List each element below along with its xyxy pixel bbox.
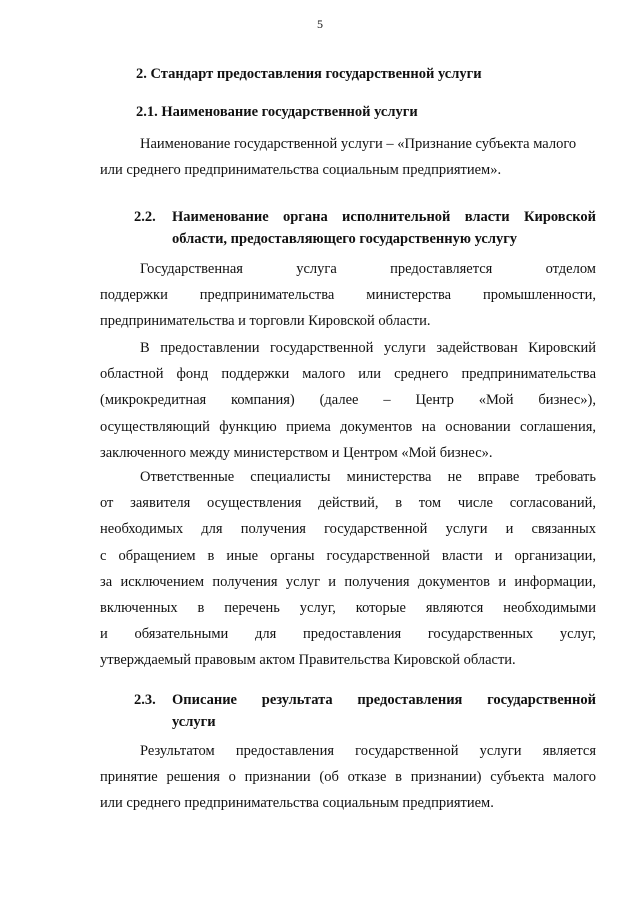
heading-line: Описание результата предоставления государственной bbox=[172, 692, 596, 708]
text-line: осуществляющий функцию приема документов на основании соглашения, bbox=[100, 418, 596, 435]
paragraph-2-3-1 bbox=[100, 738, 596, 817]
text-line: предпринимательства и торговли Кировской области. bbox=[100, 313, 431, 330]
heading-number: 2.2. bbox=[134, 209, 156, 225]
paragraph-2-2-1 bbox=[100, 256, 596, 335]
text-line: утверждаемый правовым актом Правительства Кировской области. bbox=[100, 652, 516, 669]
text-line: областной фонд поддержки малого или среднего предпринимательства bbox=[100, 366, 596, 383]
text-line: необходимых для получения государственной услуги и связанных bbox=[100, 521, 596, 538]
text-line: В предоставлении государственной услуги задействован Кировский bbox=[140, 340, 596, 356]
section-heading-2-1: 2.1. Наименование государственной услуги bbox=[136, 104, 418, 120]
page-number: 5 bbox=[317, 17, 323, 31]
section-heading-2: 2. Стандарт предоставления государственной услуги bbox=[136, 66, 482, 82]
heading-number: 2.3. bbox=[134, 692, 156, 708]
text-line: с обращением в иные органы государственной власти и организации, bbox=[100, 547, 596, 564]
paragraph-2-2-3 bbox=[100, 464, 596, 674]
text-line: принятие решения о признании (об отказе в признании) субъекта малого bbox=[100, 769, 596, 786]
section-heading-2-3 bbox=[134, 689, 596, 733]
heading-line: области, предоставляющего государственную услугу bbox=[172, 231, 518, 247]
text-line: поддержки предпринимательства министерства промышленности, bbox=[100, 287, 596, 304]
paragraph-2-1 bbox=[100, 131, 596, 183]
text-line: (микрокредитная компания) (далее – Центр «Мой бизнес»), bbox=[100, 392, 596, 409]
paragraph-2-2-2 bbox=[100, 335, 596, 466]
text-line: Наименование государственной услуги – «Признание субъекта малого bbox=[140, 136, 577, 152]
section-heading-2-2 bbox=[134, 206, 596, 250]
text-line: за исключением получения услуг и получения документов и информации, bbox=[100, 573, 596, 590]
heading-line: Наименование органа исполнительной власти Кировской bbox=[172, 209, 596, 225]
text-line: Государственная услуга предоставляется отделом bbox=[140, 261, 596, 277]
text-line: от заявителя осуществления действий, в том числе согласований, bbox=[100, 495, 596, 512]
text-line: включенных в перечень услуг, которые являются необходимыми bbox=[100, 600, 596, 617]
text-line: Ответственные специалисты министерства не вправе требовать bbox=[140, 469, 596, 485]
heading-line: услуги bbox=[172, 714, 216, 730]
text-line: или среднего предпринимательства социальным предприятием». bbox=[100, 162, 502, 179]
text-line: и обязательными для предоставления государственных услуг, bbox=[100, 626, 596, 643]
text-line: заключенного между министерством и Центром «Мой бизнес». bbox=[100, 444, 493, 461]
text-line: или среднего предпринимательства социальным предприятием. bbox=[100, 795, 494, 812]
text-line: Результатом предоставления государственной услуги является bbox=[140, 743, 596, 759]
